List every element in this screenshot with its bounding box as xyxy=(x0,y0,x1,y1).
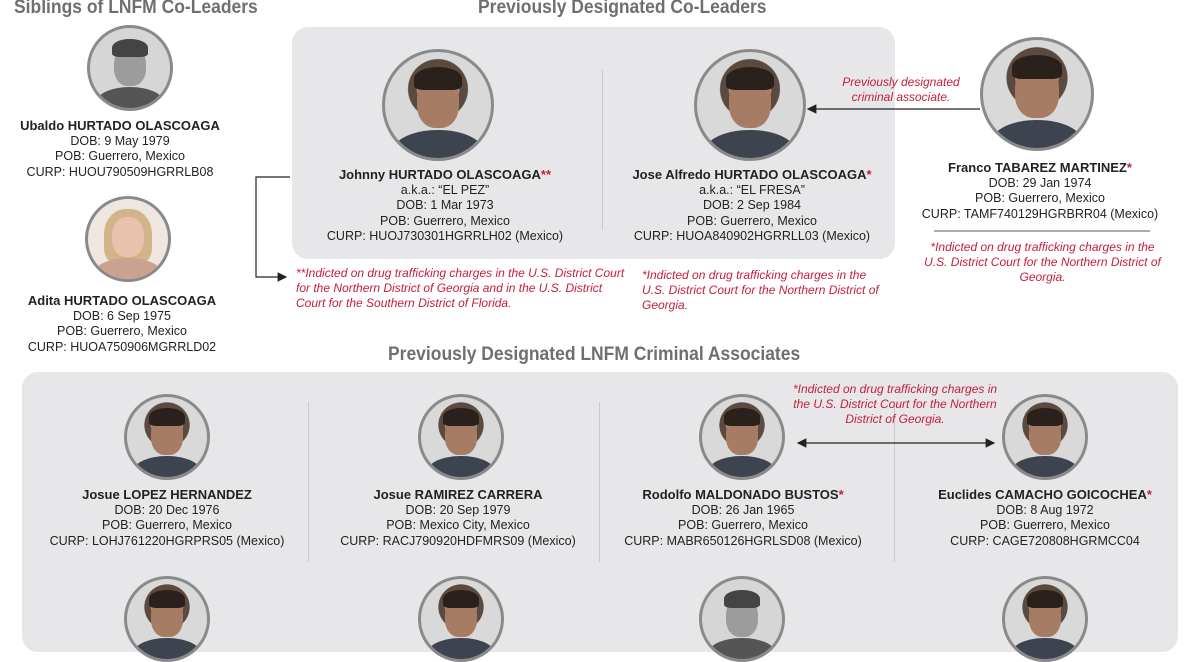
person-aka: a.k.a.: “EL FRESA” xyxy=(699,182,805,197)
person-pob: POB: Guerrero, Mexico xyxy=(980,518,1110,532)
person-name: Rodolfo MALDONADO BUSTOS* xyxy=(642,487,844,502)
lopez-card xyxy=(32,487,302,549)
ubaldo-card xyxy=(0,118,240,180)
person-dob: DOB: 6 Sep 1975 xyxy=(73,308,171,323)
person-aka: a.k.a.: “EL PEZ” xyxy=(400,182,490,197)
bottom-photo-1 xyxy=(124,576,210,662)
person-name: Ubaldo HURTADO OLASCOAGA xyxy=(20,118,220,133)
person-dob: DOB: 20 Dec 1976 xyxy=(114,502,220,517)
siblings-heading: Siblings of LNFM Co-Leaders xyxy=(14,0,258,18)
jose-card xyxy=(612,167,892,245)
jose-photo xyxy=(694,49,806,161)
person-name: Jose Alfredo HURTADO OLASCOAGA* xyxy=(632,167,872,182)
bottom-photo-3 xyxy=(699,576,785,662)
person-pob: POB: Mexico City, Mexico xyxy=(386,518,530,532)
adita-photo xyxy=(85,196,171,282)
associates-heading: Previously Designated LNFM Criminal Associates xyxy=(388,344,801,365)
johnny-photo xyxy=(382,49,494,161)
franco-card xyxy=(910,160,1170,222)
johnny-card xyxy=(300,167,590,245)
person-curp: CURP: RACJ790920HDFMRS09 (Mexico) xyxy=(340,533,576,548)
franco-associate-note: Previously designated criminal associate. xyxy=(842,75,960,104)
adita-card xyxy=(0,293,244,355)
ubaldo-photo xyxy=(87,25,173,111)
person-dob: DOB: 2 Sep 1984 xyxy=(703,198,801,212)
person-pob: POB: Guerrero, Mexico xyxy=(687,213,817,228)
person-name: Adita HURTADO OLASCOAGA xyxy=(27,293,217,308)
bottom-photo-2 xyxy=(418,576,504,662)
person-dob: DOB: 9 May 1979 xyxy=(70,133,170,148)
franco-indictment-note: *Indicted on drug trafficking charges in the U.S. District Court for the Northern District of Georgia. xyxy=(924,240,1161,284)
person-curp: CURP: TAMF740129HGRBRR04 (Mexico) xyxy=(921,206,1159,221)
person-name: Josue RAMIREZ CARRERA xyxy=(373,487,543,502)
person-dob: DOB: 26 Jan 1965 xyxy=(691,502,795,517)
coleaders-heading: Previously Designated Co-Leaders xyxy=(478,0,767,18)
person-pob: POB: Guerrero, Mexico xyxy=(57,324,187,338)
jose-indictment-note: *Indicted on drug trafficking charges in the U.S. District Court for the Northern District of Georgia. xyxy=(642,268,879,312)
person-curp: CURP: MABR650126HGRLSD08 (Mexico) xyxy=(624,533,862,548)
maldonado-photo xyxy=(699,394,785,480)
person-curp: CURP: HUOA840902HGRRLL03 (Mexico) xyxy=(633,229,871,243)
person-name: Euclides CAMACHO GOICOCHEA* xyxy=(938,487,1152,502)
person-dob: DOB: 8 Aug 1972 xyxy=(996,502,1094,517)
person-dob: DOB: 29 Jan 1974 xyxy=(988,175,1092,190)
johnny-indictment-note: **Indicted on drug trafficking charges in the U.S. District Court for the Northern District of Georgia and in the U.S. District Court for the Southern District of Florida. xyxy=(296,266,625,310)
person-dob: DOB: 1 Mar 1973 xyxy=(396,198,494,212)
bottom-photo-4 xyxy=(1002,576,1088,662)
person-curp: CURP: HUOA750906MGRRLD02 xyxy=(27,339,217,354)
associates-indictment-note: *Indicted on drug trafficking charges in the U.S. District Court for the Northern District of Georgia. xyxy=(792,382,998,426)
person-name: Josue LOPEZ HERNANDEZ xyxy=(82,487,252,502)
person-curp: CURP: HUOU790509HGRRLB08 xyxy=(26,164,214,179)
ramirez-card xyxy=(318,487,598,549)
person-pob: POB: Guerrero, Mexico xyxy=(55,149,185,163)
franco-photo xyxy=(980,37,1094,151)
maldonado-card xyxy=(602,487,884,549)
person-pob: POB: Guerrero, Mexico xyxy=(975,191,1105,205)
person-pob: POB: Guerrero, Mexico xyxy=(380,213,510,228)
ramirez-photo xyxy=(418,394,504,480)
camacho-photo xyxy=(1002,394,1088,480)
person-name: Franco TABAREZ MARTINEZ* xyxy=(948,160,1132,175)
person-pob: POB: Guerrero, Mexico xyxy=(102,518,232,532)
person-curp: CURP: HUOJ730301HGRRLH02 (Mexico) xyxy=(326,229,564,243)
person-dob: DOB: 20 Sep 1979 xyxy=(405,502,511,517)
bracket-line xyxy=(256,177,290,277)
person-pob: POB: Guerrero, Mexico xyxy=(678,518,808,532)
camacho-card xyxy=(904,487,1186,549)
lopez-photo xyxy=(124,394,210,480)
person-name: Johnny HURTADO OLASCOAGA** xyxy=(338,167,552,182)
person-curp: CURP: CAGE720808HGRMCC04 xyxy=(950,533,1140,548)
person-curp: CURP: LOHJ761220HGRPRS05 (Mexico) xyxy=(49,533,285,548)
